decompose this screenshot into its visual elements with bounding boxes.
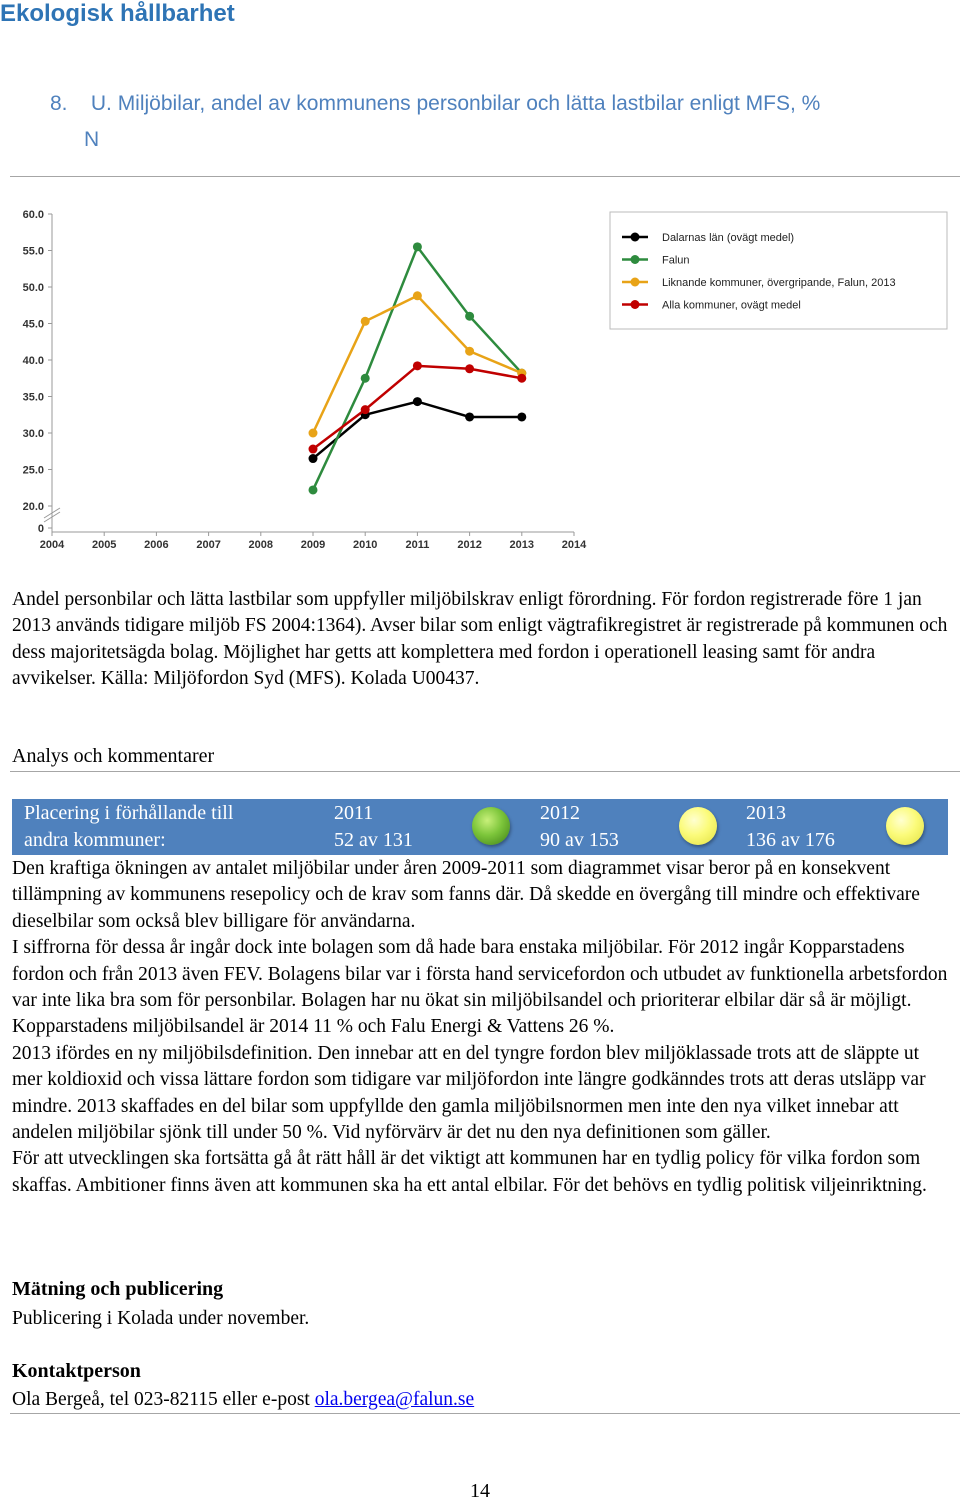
series-point: [413, 242, 422, 251]
green-status-indicator-icon: [472, 807, 510, 845]
series-point: [465, 312, 474, 321]
page-number: 14: [470, 1480, 490, 1502]
analysis-paragraph: 2013 ifördes en ny miljöbilsdefinition. Den innebar att en del tyngre fordon blev miljöklassade trots att de släppte ut mer koldioxid och vissa lättare fordon som tidigare var miljöfordon inte längre godkänndes trots att deras utsläpp var mindre. 2013 skaffades en del bilar som uppfyllde den gamla miljöbilsnormen men inte den nya vilket innebar att andelen miljöbilar sjönk till under 50 %. Vid nyförvärv är det nu den nya definitionen som gäller.: [12, 1042, 926, 1144]
legend-label: Alla kommuner, ovägt medel: [662, 299, 801, 312]
series-line: [313, 366, 522, 449]
y-tick-label: 60.0: [22, 209, 44, 221]
ranking-2011: [334, 800, 413, 854]
x-tick-label: 2010: [352, 539, 378, 551]
measurement-title: Mätning och publicering: [12, 1278, 224, 1300]
x-tick-label: 2012: [457, 539, 482, 551]
ranking-year: 2013: [746, 802, 786, 824]
series-point: [465, 364, 474, 373]
legend-swatch-marker: [631, 255, 640, 264]
ranking-box: [12, 799, 948, 855]
series-point: [361, 405, 370, 414]
x-tick-label: 2005: [91, 539, 117, 551]
ranking-2013: [746, 800, 835, 854]
y-tick-label: 40.0: [22, 355, 44, 367]
series-point: [465, 347, 474, 356]
indicator-description: Andel personbilar och lätta lastbilar som uppfyller miljöbilskrav enligt förordning. För fordon registrerade före 1 jan 2013 används tidigare miljöb FS 2004:1364). Avser bilar som enligt vägtrafikregistret är registrerade på kommunen och dess majoritetsägda bolag. Möjlighet har getts att komplettera med fordon i operationell leasing samt för andra avvikelser. Källa: Miljöfordon Syd (MFS). Kolada U00437.: [12, 589, 948, 690]
ranking-label: [24, 800, 233, 854]
series-point: [413, 397, 422, 406]
series-point: [413, 291, 422, 300]
y-tick-label: 30.0: [22, 428, 44, 440]
chart-series-group: [309, 242, 527, 494]
contact-text: Ola Bergeå, tel 023-82115 eller e-post: [12, 1389, 315, 1410]
yellow-status-indicator-icon: [679, 807, 717, 845]
ranking-label-line1: Placering i förhållande till: [24, 802, 234, 824]
legend-label: Dalarnas län (ovägt medel): [662, 232, 795, 244]
legend-swatch-marker: [631, 233, 640, 242]
series-line: [313, 402, 522, 459]
contact-divider: [10, 1413, 960, 1414]
analysis-divider: [10, 771, 960, 772]
x-tick-label: 2013: [509, 539, 535, 551]
indicator-title-cont: N: [84, 128, 100, 151]
ranking-year: 2011: [334, 802, 374, 824]
series-point: [309, 429, 318, 438]
ranking-2012: [540, 800, 619, 854]
x-tick-label: 2007: [196, 539, 221, 551]
y-tick-label: 35.0: [22, 391, 44, 404]
series-point: [361, 374, 370, 383]
analysis-title: Analys och kommentarer: [12, 745, 215, 767]
legend-label: Liknande kommuner, övergripande, Falun, 2013: [662, 277, 896, 289]
x-tick-label: 2014: [561, 539, 587, 551]
contact-line: [12, 1387, 952, 1413]
header-divider: [10, 176, 960, 177]
ranking-year: 2012: [540, 802, 580, 824]
line-chart: [0, 195, 960, 565]
contact-title: Kontaktperson: [12, 1360, 141, 1382]
contact-email-link[interactable]: ola.bergea@falun.se: [314, 1389, 475, 1410]
x-tick-label: 2004: [39, 539, 65, 551]
yellow-status-indicator-icon: [886, 807, 924, 845]
y-tick-label: 55.0: [22, 245, 44, 258]
y-tick-label: 0: [37, 523, 44, 535]
x-tick-label: 2009: [300, 539, 326, 551]
series-point: [465, 412, 474, 421]
measurement-text: Publicering i Kolada under november.: [12, 1308, 310, 1329]
series-point: [517, 412, 526, 421]
y-tick-label: 25.0: [22, 464, 44, 477]
chart-axes: [23, 209, 588, 551]
legend-label: Falun: [662, 254, 690, 267]
series-point: [309, 485, 318, 494]
analysis-paragraph: För att utvecklingen ska fortsätta gå åt rätt håll är det viktigt att kommunen har en tydlig policy för vilka fordon som skaffas. Ambitioner finns även att kommunen ska ha ett antal elbilar. För det behövs en tydlig politisk viljeinriktning.: [12, 1148, 927, 1196]
ranking-value: 90 av 153: [540, 829, 619, 851]
x-tick-label: 2011: [405, 539, 430, 551]
series-point: [413, 361, 422, 370]
series-point: [309, 454, 318, 463]
ranking-value: 52 av 131: [334, 829, 413, 851]
y-tick-label: 20.0: [22, 501, 44, 513]
y-tick-label: 45.0: [22, 318, 44, 331]
ranking-value: 136 av 176: [746, 829, 835, 851]
analysis-body: [12, 856, 952, 1199]
series-point: [309, 445, 318, 454]
page-heading: Ekologisk hållbarhet: [0, 0, 235, 27]
indicator-number: 8.: [50, 92, 68, 115]
indicator-title: [50, 86, 960, 158]
series-point: [361, 317, 370, 326]
analysis-paragraph: Den kraftiga ökningen av antalet miljöbilar under åren 2009-2011 som diagrammet visar beror på en konsekvent tillämpning av kommunens resepolicy och de krav som fanns där. Då skedde en övergång till mindre och effektivare dieselbilar som också blev billigare för användarna.: [12, 858, 920, 932]
legend-swatch-marker: [631, 278, 640, 287]
chart-legend: [610, 212, 947, 329]
analysis-paragraph: I siffrorna för dessa år ingår dock inte bolagen som då hade bara enstaka miljöbilar. För 2012 ingår Kopparstadens fordon och från 2013 även FEV. Bolagens bilar var i första hand servicefordon och utbudet av funktionella arbetsfordon var inte lika bra som för personbilar. Bolagen har nu ökat sin miljöbilsandel och prioriterar elbilar där så är möjligt. Kopparstadens miljöbilsandel är 2014 11 % och Falu Energi & Vattens 26 %.: [12, 937, 948, 1038]
y-tick-label: 50.0: [22, 282, 44, 294]
ranking-label-line2: andra kommuner:: [24, 829, 166, 851]
legend-swatch-marker: [631, 300, 640, 309]
series-point: [517, 374, 526, 383]
x-tick-label: 2008: [248, 539, 274, 551]
x-tick-label: 2006: [144, 539, 169, 551]
indicator-title-text: U. Miljöbilar, andel av kommunens personbilar och lätta lastbilar enligt MFS, %: [90, 92, 821, 115]
